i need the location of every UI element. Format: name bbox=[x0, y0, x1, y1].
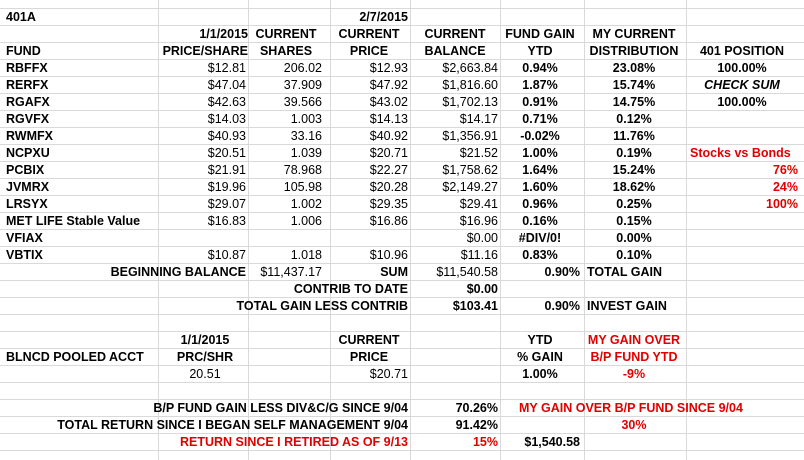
fund-shares: 1.002 bbox=[290, 197, 322, 211]
pooled-pct-gain-value: 1.00% bbox=[522, 367, 558, 381]
retired-label: RETURN SINCE I RETIRED AS OF 9/13 bbox=[179, 435, 408, 449]
stocks-vs-bonds-label: Stocks vs Bonds bbox=[690, 146, 791, 160]
pooled-date: 1/1/2015 bbox=[180, 333, 230, 347]
fund-cur-price: $16.86 bbox=[369, 214, 408, 228]
fund-gain: 1.60% bbox=[522, 180, 558, 194]
fund-name: RGAFX bbox=[6, 95, 50, 109]
fund-cur-price: $22.27 bbox=[369, 163, 408, 177]
less-contrib-label: TOTAL GAIN LESS CONTRIB bbox=[236, 299, 408, 313]
pooled-pct-gain-label: % GAIN bbox=[517, 350, 563, 364]
header-price-bottom: PRICE/SHARE bbox=[162, 44, 248, 58]
retired-value: 15% bbox=[472, 435, 498, 449]
fund-dist: 23.08% bbox=[612, 61, 656, 75]
position-value-1: 100.00% bbox=[717, 61, 767, 75]
header-cur-balance-bottom: BALANCE bbox=[424, 44, 486, 58]
fund-balance: $0.00 bbox=[466, 231, 498, 245]
fund-gain: 1.87% bbox=[522, 78, 558, 92]
fund-balance: $1,816.60 bbox=[442, 78, 498, 92]
less-contrib-value: $103.41 bbox=[452, 299, 498, 313]
fund-dist: 0.12% bbox=[616, 112, 652, 126]
header-cur-shares-top: CURRENT bbox=[255, 27, 317, 41]
fund-shares: 1.003 bbox=[290, 112, 322, 126]
fund-dist: 11.76% bbox=[613, 129, 655, 143]
fund-cur-price: $20.71 bbox=[369, 146, 408, 160]
beginning-balance-value: $11,437.17 bbox=[260, 265, 322, 279]
bp-fund-ytd-label: B/P FUND YTD bbox=[590, 350, 678, 364]
fund-shares: 1.039 bbox=[290, 146, 322, 160]
fund-dist: 0.19% bbox=[616, 146, 652, 160]
fund-name: VBTIX bbox=[6, 248, 43, 262]
fund-balance: $16.96 bbox=[459, 214, 498, 228]
header-dist-bottom: DISTRIBUTION bbox=[589, 44, 679, 58]
date-start: 1/1/2015 bbox=[199, 27, 248, 41]
fund-balance: $1,758.62 bbox=[442, 163, 498, 177]
fund-price: $19.96 bbox=[207, 180, 246, 194]
fund-gain: 0.96% bbox=[522, 197, 558, 211]
fund-balance: $1,702.13 bbox=[442, 95, 498, 109]
fund-gain: 0.94% bbox=[522, 61, 558, 75]
fund-shares: 1.018 bbox=[290, 248, 322, 262]
pooled-account-label: BLNCD POOLED ACCT bbox=[6, 350, 144, 364]
fund-shares: 1.006 bbox=[290, 214, 322, 228]
header-gain-top: FUND GAIN bbox=[505, 27, 575, 41]
header-cur-shares-bottom: SHARES bbox=[259, 44, 313, 58]
fund-price: $40.93 bbox=[207, 129, 246, 143]
bp-gain-value: 70.26% bbox=[455, 401, 498, 415]
fund-shares: 37.909 bbox=[283, 78, 322, 92]
fund-gain: 0.91% bbox=[522, 95, 558, 109]
total-return-value: 91.42% bbox=[455, 418, 498, 432]
header-cur-price-top: CURRENT bbox=[338, 27, 400, 41]
fund-name: VFIAX bbox=[6, 231, 43, 245]
fund-shares: 33.16 bbox=[290, 129, 322, 143]
my-gain-over-label: MY GAIN OVER bbox=[587, 333, 681, 347]
invest-gain-pct: 0.90% bbox=[544, 299, 580, 313]
position-value-2: 100.00% bbox=[717, 95, 767, 109]
fund-cur-price: $20.28 bbox=[369, 180, 408, 194]
sheet-title: 401A bbox=[6, 10, 36, 24]
fund-balance: $29.41 bbox=[459, 197, 498, 211]
contrib-value: $0.00 bbox=[466, 282, 498, 296]
fund-dist: 15.24% bbox=[612, 163, 656, 177]
fund-gain: -0.02% bbox=[520, 129, 560, 143]
fund-name: JVMRX bbox=[6, 180, 50, 194]
pooled-prc-shr-value: 20.51 bbox=[189, 367, 221, 381]
pooled-price-label: PRICE bbox=[349, 350, 389, 364]
fund-name: RBFFX bbox=[6, 61, 48, 75]
fund-cur-price: $43.02 bbox=[369, 95, 408, 109]
fund-cur-price: $12.93 bbox=[369, 61, 408, 75]
retired-amount: $1,540.58 bbox=[524, 435, 580, 449]
fund-dist: 0.15% bbox=[616, 214, 652, 228]
sum-label: SUM bbox=[380, 265, 408, 279]
fund-balance: $2,663.84 bbox=[442, 61, 498, 75]
fund-gain: 0.71% bbox=[522, 112, 558, 126]
fund-shares: 206.02 bbox=[283, 61, 322, 75]
fund-cur-price: $10.96 bbox=[369, 248, 408, 262]
fund-gain: 1.64% bbox=[522, 163, 558, 177]
total-gain-pct: 0.90% bbox=[544, 265, 580, 279]
fund-dist: 0.00% bbox=[616, 231, 652, 245]
fund-balance: $11.16 bbox=[460, 248, 498, 262]
header-cur-price-bottom: PRICE bbox=[349, 44, 389, 58]
fund-balance: $2,149.27 bbox=[442, 180, 498, 194]
fund-dist: 15.74% bbox=[612, 78, 656, 92]
pooled-current-label: CURRENT bbox=[338, 333, 400, 347]
fund-dist: 14.75% bbox=[612, 95, 656, 109]
fund-cur-price: $47.92 bbox=[369, 78, 408, 92]
fund-dist: 18.62% bbox=[612, 180, 656, 194]
my-gain-over-bp-label: MY GAIN OVER B/P FUND SINCE 9/04 bbox=[519, 401, 743, 415]
pooled-prc-shr-label: PRC/SHR bbox=[176, 350, 234, 364]
fund-balance: $21.52 bbox=[459, 146, 498, 160]
my-gain-over-bp-value: 30% bbox=[621, 418, 647, 432]
fund-price: $16.83 bbox=[207, 214, 246, 228]
fund-dist: 0.10% bbox=[616, 248, 652, 262]
header-position: 401 POSITION bbox=[699, 44, 785, 58]
bp-fund-ytd-value: -9% bbox=[622, 367, 646, 381]
total-pct: 100% bbox=[766, 197, 798, 211]
fund-gain: 0.16% bbox=[522, 214, 558, 228]
fund-name: RWMFX bbox=[6, 129, 53, 143]
fund-name: RERFX bbox=[6, 78, 49, 92]
invest-gain-label: INVEST GAIN bbox=[587, 299, 667, 313]
fund-price: $10.87 bbox=[207, 248, 246, 262]
fund-shares bbox=[248, 230, 322, 247]
fund-gain: 0.83% bbox=[522, 248, 558, 262]
fund-shares: 78.968 bbox=[283, 163, 322, 177]
fund-price: $47.04 bbox=[207, 78, 246, 92]
sum-value: $11,540.58 bbox=[436, 265, 498, 279]
bp-gain-label: B/P FUND GAIN LESS DIV&C/G SINCE 9/04 bbox=[153, 401, 408, 415]
fund-balance: $14.17 bbox=[459, 112, 498, 126]
fund-name: RGVFX bbox=[6, 112, 50, 126]
total-gain-label: TOTAL GAIN bbox=[587, 265, 662, 279]
fund-price: $14.03 bbox=[207, 112, 246, 126]
fund-price: $20.51 bbox=[207, 146, 246, 160]
bonds-pct: 24% bbox=[772, 180, 798, 194]
total-return-label: TOTAL RETURN SINCE I BEGAN SELF MANAGEMENT 9/04 bbox=[57, 418, 408, 432]
fund-shares: 39.566 bbox=[283, 95, 322, 109]
fund-price: $12.81 bbox=[207, 61, 246, 75]
pooled-price-value: $20.71 bbox=[369, 367, 408, 381]
beginning-balance-label: BEGINNING BALANCE bbox=[110, 265, 246, 279]
fund-name: NCPXU bbox=[6, 146, 50, 160]
header-dist-top: MY CURRENT bbox=[592, 27, 676, 41]
fund-price: $21.91 bbox=[207, 163, 246, 177]
fund-cur-price: $29.35 bbox=[369, 197, 408, 211]
date-current: 2/7/2015 bbox=[359, 10, 408, 24]
column-gridline bbox=[410, 0, 411, 460]
header-fund: FUND bbox=[6, 44, 41, 58]
pooled-ytd-label: YTD bbox=[527, 333, 553, 347]
fund-cur-price bbox=[330, 230, 408, 247]
header-gain-bottom: YTD bbox=[527, 44, 553, 58]
fund-name: MET LIFE Stable Value bbox=[6, 214, 141, 228]
fund-name: PCBIX bbox=[6, 163, 45, 177]
fund-price: $29.07 bbox=[207, 197, 246, 211]
fund-dist: 0.25% bbox=[616, 197, 652, 211]
fund-cur-price: $40.92 bbox=[369, 129, 408, 143]
fund-shares: 105.98 bbox=[283, 180, 322, 194]
check-sum-label: CHECK SUM bbox=[704, 78, 780, 92]
stocks-pct: 76% bbox=[772, 163, 798, 177]
fund-cur-price: $14.13 bbox=[369, 112, 408, 126]
fund-price: $42.63 bbox=[207, 95, 246, 109]
fund-name: LRSYX bbox=[6, 197, 48, 211]
header-cur-balance-top: CURRENT bbox=[424, 27, 486, 41]
fund-price bbox=[158, 230, 246, 247]
fund-gain: 1.00% bbox=[522, 146, 558, 160]
fund-gain: #DIV/0! bbox=[518, 231, 562, 245]
fund-balance: $1,356.91 bbox=[442, 129, 498, 143]
contrib-label: CONTRIB TO DATE bbox=[293, 282, 408, 296]
